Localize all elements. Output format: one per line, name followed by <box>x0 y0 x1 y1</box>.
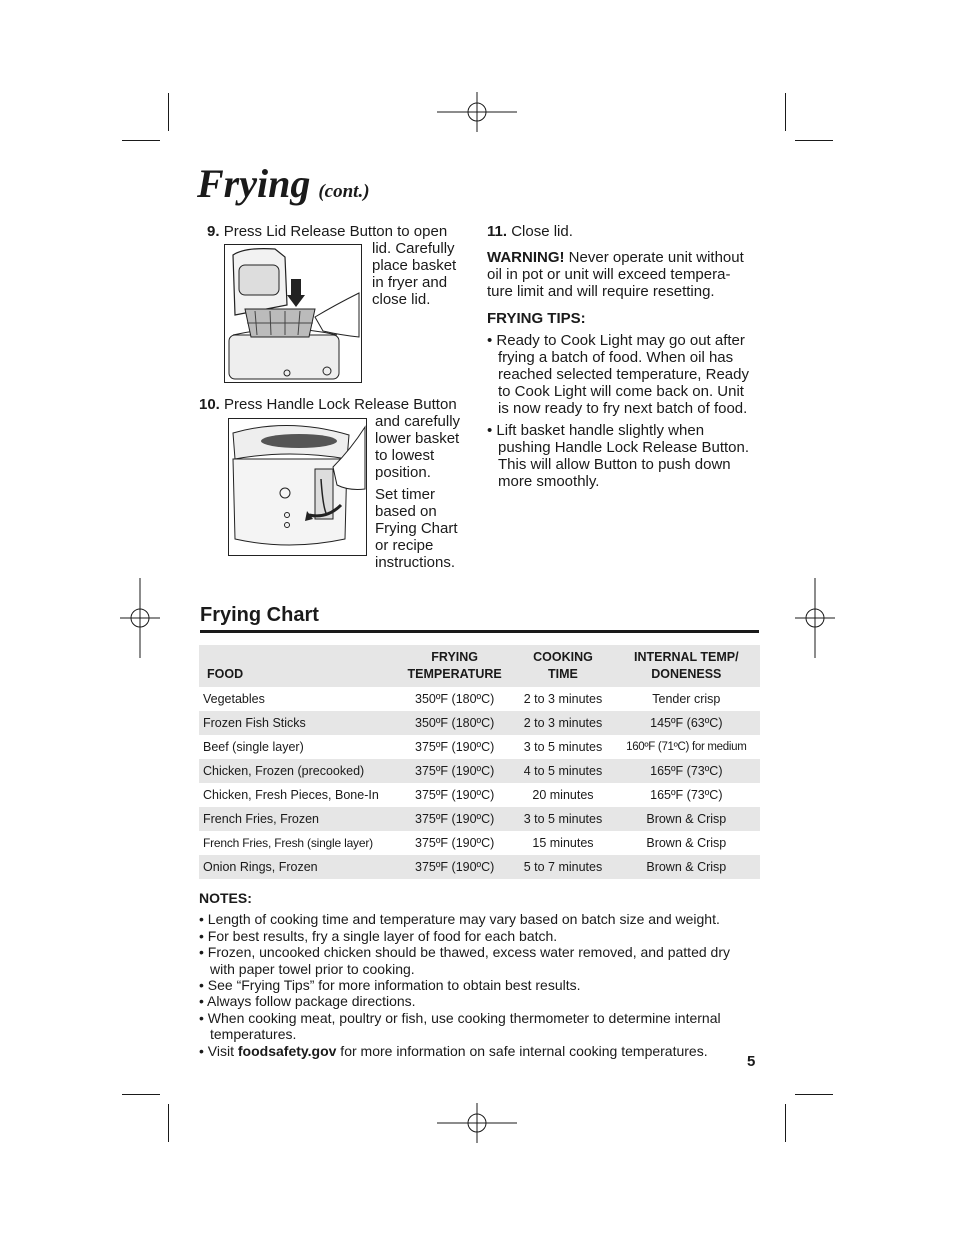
note-item: • Always follow package directions. <box>199 993 416 1010</box>
step-9-wrap-line: place basket <box>372 257 457 274</box>
fryer-open-lid-icon <box>225 245 361 382</box>
step-10-wrap-line: position. <box>375 464 431 481</box>
warning-line: ture limit and will require resetting. <box>487 283 715 300</box>
cell-food: Chicken, Frozen (precooked) <box>199 759 396 783</box>
cell-temp: 350ºF (180ºC) <box>415 692 495 706</box>
cell-time: 15 minutes <box>532 836 594 850</box>
tip-line: is now ready to fry next batch of food. <box>498 400 748 417</box>
foodsafety-link: foodsafety.gov <box>237 1042 337 1059</box>
step-10-number: 10. <box>199 396 220 413</box>
cell-food: Chicken, Fresh Pieces, Bone-In <box>203 788 379 802</box>
note-item: • For best results, fry a single layer of food for each batch. <box>199 927 558 944</box>
cell-doneness: Brown & Crisp <box>613 855 760 879</box>
cell-time: 2 to 3 minutes <box>513 711 612 735</box>
table-row <box>199 735 760 759</box>
cell-temp: 375ºF (190ºC) <box>396 807 513 831</box>
cell-doneness: 165ºF (73ºC) <box>650 788 723 802</box>
tip-line: • Ready to Cook Light may go out after <box>487 332 745 349</box>
cell-doneness: 165ºF (73ºC) <box>613 759 760 783</box>
tip-line: to Cook Light will come back on. Unit <box>498 383 744 400</box>
step-9-wrap-line: lid. Carefully <box>372 240 455 257</box>
step-10-timer-line: based on <box>375 503 437 520</box>
step-10-timer-line: Set timer <box>375 486 436 503</box>
notes-heading: NOTES: <box>199 890 252 906</box>
cell-food: French Fries, Frozen <box>199 807 396 831</box>
note-item: • Length of cooking time and temperature may vary based on batch size and weight. <box>199 911 720 928</box>
warning-block <box>487 249 762 300</box>
cell-time: 3 to 5 minutes <box>513 807 612 831</box>
registration-mark-left <box>120 578 160 658</box>
tip-line: reached selected temperature, Ready <box>498 366 749 383</box>
tip-line: • Lift basket handle slightly when <box>487 422 705 439</box>
step-10-timer-line: Frying Chart <box>375 520 458 537</box>
table-header-row <box>199 645 760 687</box>
registration-mark-top <box>437 92 517 132</box>
header-food: FOOD <box>199 645 396 687</box>
step-9-number: 9. <box>207 223 220 240</box>
tip-item <box>487 332 762 417</box>
header-temperature: FRYING TEMPERATURE <box>396 645 513 687</box>
cell-time: 4 to 5 minutes <box>513 759 612 783</box>
cell-food: Beef (single layer) <box>203 740 304 754</box>
tip-line: This will allow Button to push down <box>498 456 731 473</box>
note-item: • Frozen, uncooked chicken should be thawed, excess water removed, and patted dry with paper towel prior to cooking. <box>199 944 730 977</box>
cell-temp: 375ºF (190ºC) <box>396 759 513 783</box>
table-row <box>199 855 760 879</box>
tip-line: more smoothly. <box>498 473 600 490</box>
tip-item <box>487 422 762 490</box>
note-item: • Visit foodsafety.gov for more information on safe internal cooking temperatures. <box>199 1042 708 1059</box>
cell-food: Vegetables <box>203 692 265 706</box>
cell-temp: 375ºF (190ºC) <box>415 836 495 850</box>
cell-temp: 375ºF (190ºC) <box>396 855 513 879</box>
lid-basket-illustration <box>224 244 362 383</box>
tips-list <box>487 332 762 490</box>
notes-section <box>199 890 765 1059</box>
warning-line: Never operate unit without <box>568 249 744 266</box>
step-10-wrap <box>375 413 460 481</box>
step-11-number: 11. <box>487 223 508 240</box>
registration-mark-bottom <box>437 1103 517 1143</box>
cell-time: 2 to 3 minutes <box>523 692 603 706</box>
tips-heading: FRYING TIPS: <box>487 310 586 327</box>
note-item: • See “Frying Tips” for more information to obtain best results. <box>199 977 581 994</box>
cell-doneness: 145ºF (63ºC) <box>613 711 760 735</box>
step-10-wrap-line: to lowest <box>375 447 435 464</box>
table-row <box>199 759 760 783</box>
warning-label: WARNING! <box>487 249 565 266</box>
table-row <box>199 711 760 735</box>
registration-mark-right <box>795 578 835 658</box>
fryer-handle-icon <box>229 419 366 555</box>
handle-lock-illustration <box>228 418 367 556</box>
step-10-wrap-line: lower basket <box>375 430 460 447</box>
cell-food: Frozen Fish Sticks <box>199 711 396 735</box>
cell-temp: 375ºF (190ºC) <box>415 740 495 754</box>
chart-rule <box>200 630 759 633</box>
step-9-line <box>207 223 447 240</box>
step-10-wrap-line: and carefully <box>375 413 461 430</box>
header-time: COOKING TIME <box>513 645 612 687</box>
cell-time: 20 minutes <box>532 788 594 802</box>
cell-time: 3 to 5 minutes <box>523 740 603 754</box>
frying-chart-table <box>199 645 760 879</box>
table-row <box>199 831 760 855</box>
step-10-timer-line: instructions. <box>375 554 456 571</box>
step-10-text: Press Handle Lock Release Button <box>224 396 457 413</box>
step-10-line <box>199 396 457 413</box>
page-number: 5 <box>747 1053 756 1070</box>
step-11-line <box>487 223 573 240</box>
page-title <box>197 160 370 207</box>
step-10-timer <box>375 486 458 571</box>
table-row <box>199 807 760 831</box>
cell-temp: 350ºF (180ºC) <box>396 711 513 735</box>
title-main: Frying <box>197 161 311 206</box>
step-9-wrap-line: close lid. <box>372 291 431 308</box>
cell-food: French Fries, Fresh (single layer) <box>203 836 373 850</box>
note-item: • When cooking meat, poultry or fish, use cooking thermometer to determine internal temperatures. <box>199 1009 721 1043</box>
warning-line: oil in pot or unit will exceed tempera- <box>487 266 731 283</box>
table-row <box>199 783 760 807</box>
cell-doneness: Tender crisp <box>652 692 721 706</box>
cell-doneness: Brown & Crisp <box>646 836 727 850</box>
step-11-text: Close lid. <box>511 223 573 240</box>
title-sub: (cont.) <box>318 181 370 202</box>
chart-heading: Frying Chart <box>200 604 319 626</box>
cell-doneness: 160ºF (71ºC) for medium <box>626 741 747 753</box>
step-9-wrap-line: in fryer and <box>372 274 448 291</box>
table-row <box>199 687 760 711</box>
cell-temp: 375ºF (190ºC) <box>415 788 495 802</box>
tip-line: frying a batch of food. When oil has <box>498 349 734 366</box>
cell-doneness: Brown & Crisp <box>613 807 760 831</box>
step-10-timer-line: or recipe <box>375 537 434 554</box>
cell-food: Onion Rings, Frozen <box>199 855 396 879</box>
cell-time: 5 to 7 minutes <box>513 855 612 879</box>
header-doneness: INTERNAL TEMP/ DONENESS <box>613 645 760 687</box>
tip-line: pushing Handle Lock Release Button. <box>498 439 750 456</box>
step-9-wrap <box>372 240 456 308</box>
step-9-text: Press Lid Release Button to open <box>223 223 448 240</box>
